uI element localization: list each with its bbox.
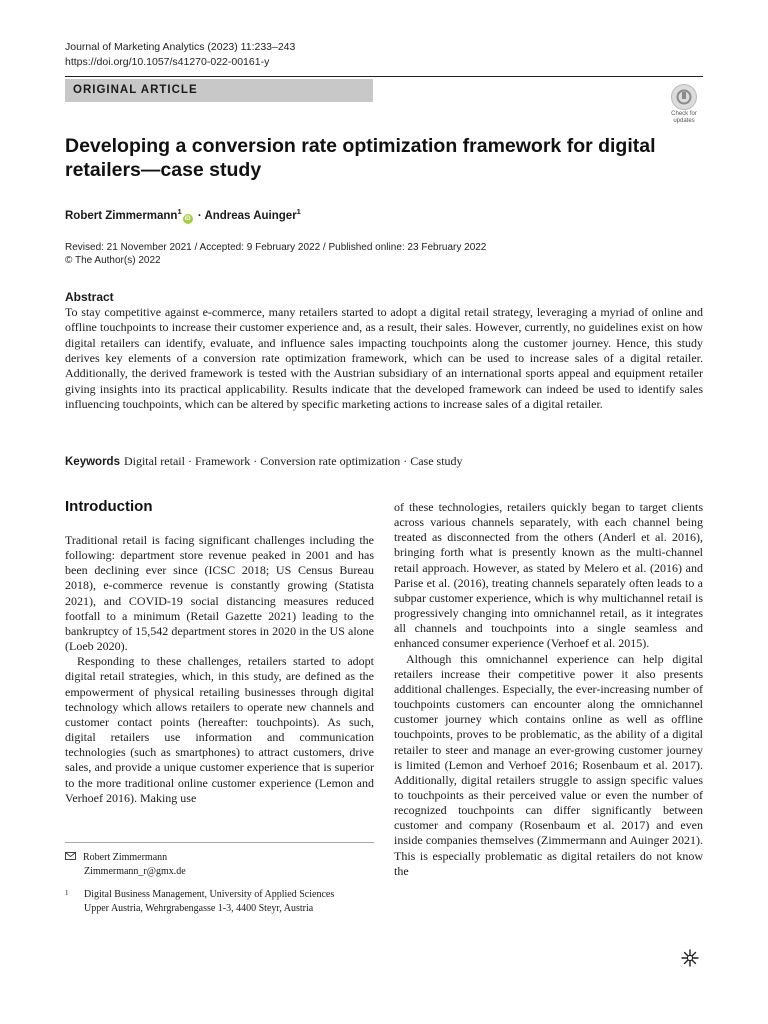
check-for-updates-label: Check for updates: [671, 111, 697, 124]
check-for-updates-badge[interactable]: [665, 84, 703, 124]
author-affiliation-mark: 1: [177, 207, 182, 216]
keywords-label: Keywords: [65, 456, 120, 468]
journal-citation: Journal of Marketing Analytics (2023) 11:233–243: [65, 41, 296, 53]
body-paragraph: Traditional retail is facing significant challenges including the following: department store revenue peaked in 2001 and has been declining ever since (ICSC 2018; US Census Bureau 2018), e-commerce revenue is constantly growing (Statista 2021), and COVID-19 social distancing measures reduced footfall to a minimum (Retail Gazette 2021) leading to the bankruptcy of 15,542 department stores in 2020 in the US alone (Loeb 2020).: [65, 533, 374, 654]
envelope-icon: [65, 851, 83, 865]
copyright-line: © The Author(s) 2022: [65, 255, 161, 266]
footnote-rule: [65, 842, 374, 843]
author-affiliation-mark: 1: [296, 207, 301, 216]
author-name[interactable]: Robert Zimmermann: [65, 209, 178, 222]
body-column-left: [65, 533, 374, 806]
author-separator: ·: [194, 209, 205, 222]
header-rule: [65, 76, 703, 77]
springer-logo-icon: [680, 948, 700, 968]
keywords-text: Digital retail · Framework · Conversion rate optimization · Case study: [123, 454, 463, 468]
contact-name: Robert Zimmermann: [83, 852, 168, 863]
abstract-heading: Abstract: [65, 290, 114, 304]
body-paragraph: Responding to these challenges, retailers started to adopt digital retail strategies, which, in this study, are defined as the empowerment of physical retailing businesses through digital technology which allows retailers to operate new channels and customer contact points (hereafter: touchpoints). As such, digital retailers use information and communication technologies (such as smartphones) to attract customers, drive sales, and provide a unique customer experience that is superior to the more traditional online customer experience (Lemon and Verhoef 2016). Making use: [65, 654, 374, 805]
paper-title: Developing a conversion rate optimization framework for digital retailers—case study: [65, 135, 656, 181]
affiliation-number: 1: [65, 889, 69, 897]
abstract-text: To stay competitive against e-commerce, many retailers started to adopt a digital retail strategy, leveraging a myriad of online and offline touchpoints to increase their customer experience and, as a result, their sales. However, currently, no guidelines exist on how digital retailers can identify, evaluate, and influence sales impacting touchpoints along the customer journey. Hence, this study derives key elements of a conversion rate optimization framework, which can be used to increase sales of a digital retailer. Additionally, the derived framework is tested with the Austrian subsidiary of an international sports appeal and equipment retailer giving insights into its practical applicability. Results indicate that the developed framework can indeed be used to identify sales influencing touchpoints, which can be altered by specific marketing actions to increase sales of a digital retailer.: [65, 305, 703, 412]
keywords-line: [65, 453, 463, 470]
affiliation-footnote: [65, 888, 374, 916]
author-name[interactable]: Andreas Auinger: [204, 209, 297, 222]
publication-dates: Revised: 21 November 2021 / Accepted: 9 February 2022 / Published online: 23 February 2022: [65, 242, 487, 253]
body-paragraph: Although this omnichannel experience can help digital retailers increase their competitive power it also presents additional challenges. Especially, the ever-increasing number of touchpoints customers can encounter along the omnichannel customer journey which contains online as well as offline touchpoints, proves to be problematic, as the ability of a digital retailer to steer and manage an ever-growing customer journey is limited (Lemon and Verhoef 2016; Rosenbaum et al. 2017). Additionally, digital retailers struggle to assign specific values to touchpoints as their perceived value or even the number of recognized touchpoints can differ significantly between customer and company (Rosenbaum et al. 2017) and even inside companies themselves (Zimmermann and Auinger 2021). This is especially problematic as digital retailers do not know the: [394, 651, 703, 878]
section-heading-introduction: Introduction: [65, 498, 153, 515]
author-list: [65, 204, 301, 224]
orcid-icon[interactable]: iD: [184, 215, 191, 222]
body-paragraph: of these technologies, retailers quickly began to target clients across various channels separately, with each channel being treated as disconnected from the others (Anderl et al. 2016), bringing forth what is presently known as the multi-channel retail approach. However, as stated by Melero et al. (2016) and Parise et al. (2016), treating channels separately often leads to a subpar customer experience, which is why multichannel retail is progressively changing into omnichannel retail, as it integrates all channels and touchpoints into a single seamless and enhanced consumer experience (Verhoef et al. 2015).: [394, 500, 703, 651]
check-for-updates-icon: [671, 84, 697, 110]
corresponding-author-footnote: [65, 851, 374, 879]
body-column-right: [394, 500, 703, 879]
doi-link[interactable]: https://doi.org/10.1057/s41270-022-00161-y: [65, 56, 270, 68]
article-type-band: ORIGINAL ARTICLE: [65, 79, 373, 102]
contact-email[interactable]: Zimmermann_r@gmx.de: [84, 866, 186, 877]
affiliation-text: Digital Business Management, University of Applied Sciences Upper Austria, Wehrgrabengasse 1-3, 4400 Steyr, Austria: [84, 889, 335, 914]
